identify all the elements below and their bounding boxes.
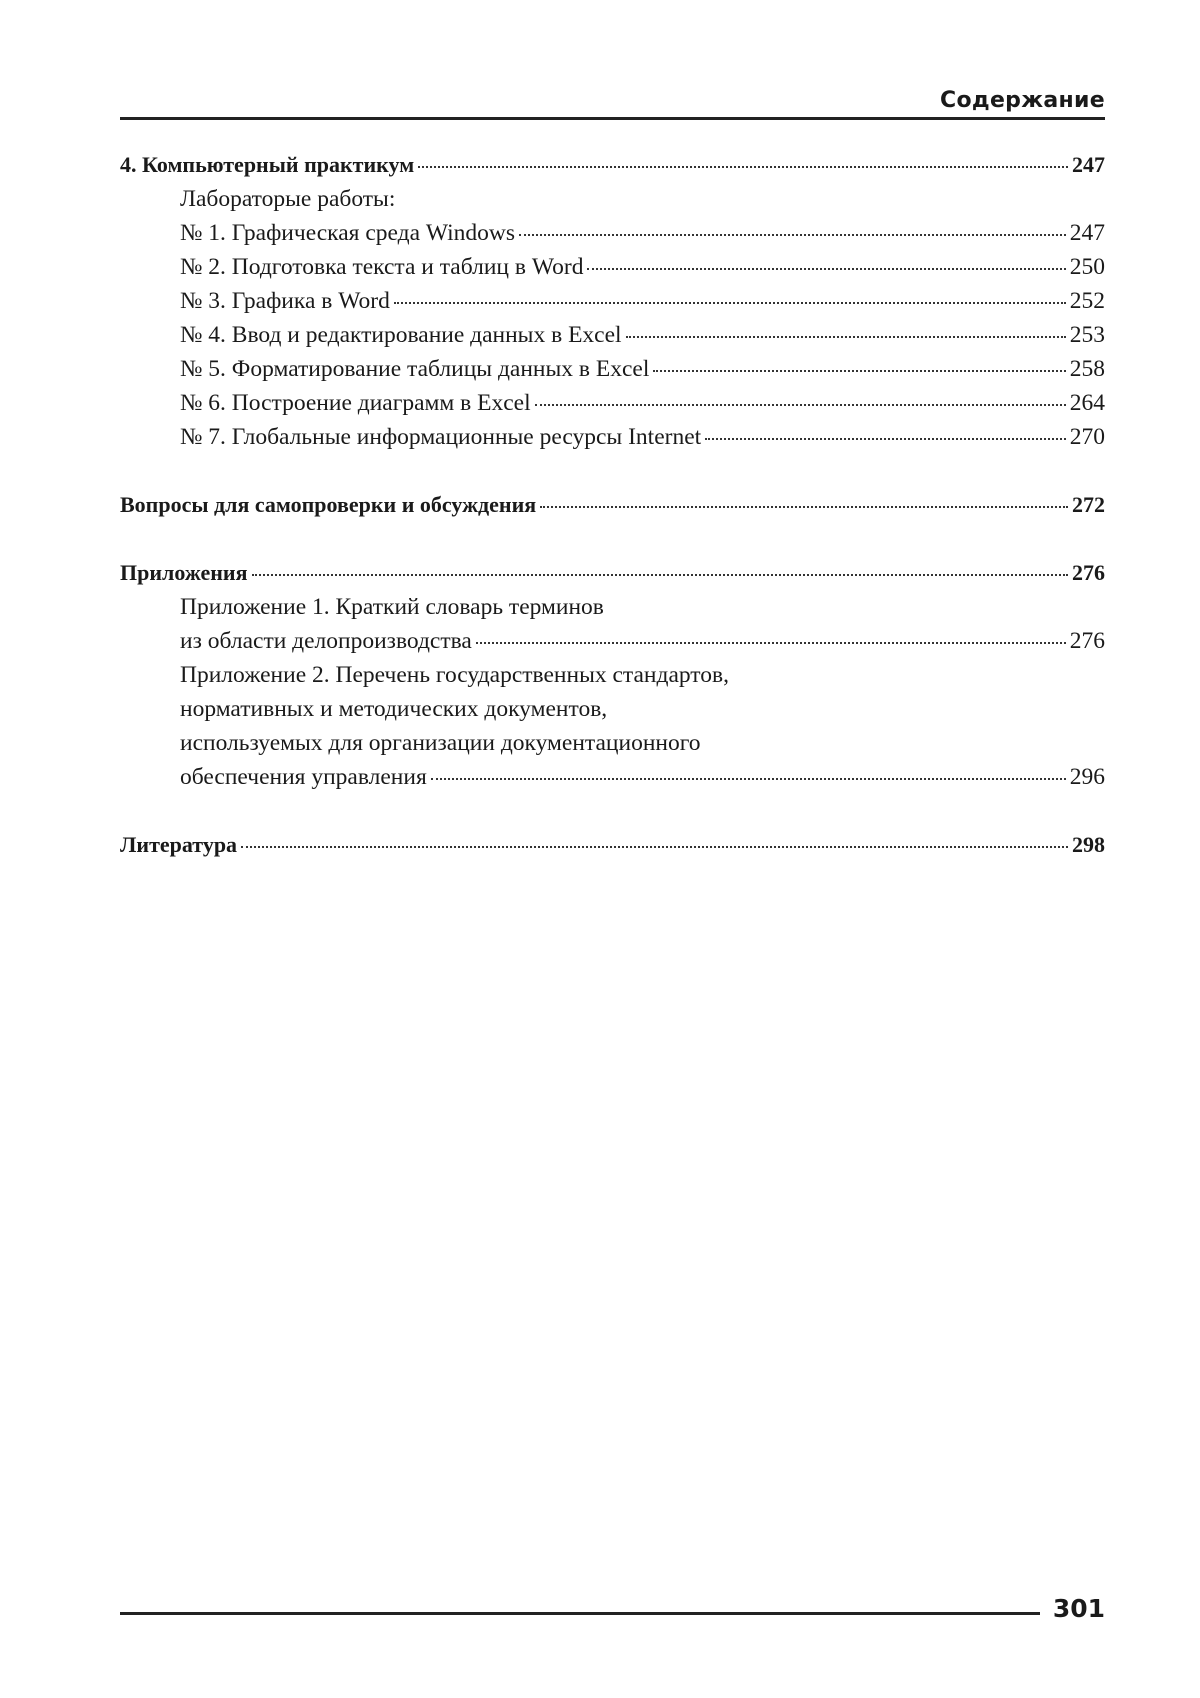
page-number: 301	[1052, 1594, 1105, 1623]
dot-leader	[540, 506, 1068, 508]
toc-subentry	[120, 250, 1105, 284]
dot-leader	[476, 642, 1066, 644]
header-rule	[120, 117, 1105, 120]
toc-entry-title: нормативных и методических документов,	[180, 696, 608, 722]
toc-page-number: 247	[1069, 220, 1105, 246]
dot-leader	[394, 302, 1066, 304]
toc-section-entry	[120, 828, 1105, 862]
toc-page-number: 250	[1069, 254, 1105, 280]
toc-page-number: 252	[1069, 288, 1105, 314]
toc-spacer	[120, 454, 1105, 488]
toc-page-number: 258	[1069, 356, 1105, 382]
toc-page-number: 276	[1069, 628, 1105, 654]
toc-entry-title: 4. Компьютерный практикум	[120, 152, 415, 177]
toc-page-number: 298	[1072, 832, 1105, 857]
toc-entry-title: Приложения	[120, 560, 248, 585]
dot-leader	[705, 438, 1066, 440]
toc-subentry	[120, 318, 1105, 352]
toc-entry-title: № 4. Ввод и редактирование данных в Excel	[180, 322, 622, 348]
dot-leader	[653, 370, 1065, 372]
toc-entry-title: из области делопроизводства	[180, 628, 472, 654]
dot-leader	[535, 404, 1066, 406]
toc-entry-title: № 3. Графика в Word	[180, 288, 390, 314]
toc-subentry	[120, 624, 1105, 658]
toc-page-number: 276	[1072, 560, 1105, 585]
toc-subentry	[120, 216, 1105, 250]
dot-leader	[252, 574, 1069, 576]
toc-entry-title: Вопросы для самопроверки и обсуждения	[120, 492, 537, 517]
toc-entry-title: Приложение 2. Перечень государственных стандартов,	[180, 662, 729, 688]
toc-entry-title: используемых для организации документационного	[180, 730, 701, 756]
table-of-contents	[120, 148, 1105, 862]
toc-subentry	[120, 590, 1105, 624]
toc-entry-title: № 5. Форматирование таблицы данных в Excel	[180, 356, 650, 382]
toc-page-number: 264	[1069, 390, 1105, 416]
toc-section-entry	[120, 488, 1105, 522]
toc-subentry	[120, 658, 1105, 692]
toc-spacer	[120, 522, 1105, 556]
toc-subentry	[120, 352, 1105, 386]
running-header: Содержание	[940, 88, 1105, 113]
toc-section-entry	[120, 148, 1105, 182]
footer-rule	[120, 1612, 1040, 1615]
toc-entry-title: Приложение 1. Краткий словарь терминов	[180, 594, 604, 620]
toc-entry-title: Лабораторые работы:	[180, 186, 396, 212]
toc-subentry	[120, 284, 1105, 318]
toc-entry-title: обеспечения управления	[180, 764, 427, 790]
toc-subentry	[120, 692, 1105, 726]
toc-subentry	[120, 182, 1105, 216]
dot-leader	[431, 778, 1066, 780]
toc-entry-title: № 1. Графическая среда Windows	[180, 220, 516, 246]
dot-leader	[587, 268, 1065, 270]
dot-leader	[418, 166, 1068, 168]
toc-section-entry	[120, 556, 1105, 590]
toc-entry-title: Литература	[120, 832, 238, 857]
dot-leader	[519, 234, 1066, 236]
toc-page-number: 247	[1072, 152, 1105, 177]
toc-page-number: 270	[1069, 424, 1105, 450]
toc-subentry	[120, 726, 1105, 760]
toc-page-number: 253	[1069, 322, 1105, 348]
toc-entry-title: № 7. Глобальные информационные ресурсы Internet	[180, 424, 702, 450]
toc-spacer	[120, 794, 1105, 828]
toc-page-number: 272	[1072, 492, 1105, 517]
dot-leader	[241, 846, 1068, 848]
toc-entry-title: № 2. Подготовка текста и таблиц в Word	[180, 254, 584, 280]
toc-subentry	[120, 760, 1105, 794]
toc-page-number: 296	[1069, 764, 1105, 790]
dot-leader	[626, 336, 1066, 338]
toc-entry-title: № 6. Построение диаграмм в Excel	[180, 390, 531, 416]
toc-subentry	[120, 386, 1105, 420]
toc-subentry	[120, 420, 1105, 454]
